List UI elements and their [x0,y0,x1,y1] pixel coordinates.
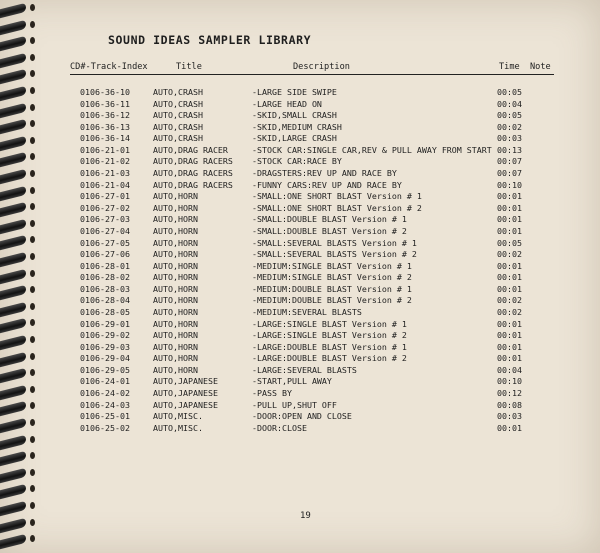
track-id: 0106-25-01 [80,411,130,422]
track-title: AUTO,HORN [153,341,198,352]
table-row [0,191,600,203]
table-row [0,168,600,180]
track-id: 0106-21-02 [80,156,130,167]
track-time: 00:01 [497,260,522,271]
track-description: -DRAGSTERS:REV UP AND RACE BY [252,168,397,179]
header-description: Description [293,62,350,72]
binding-hole [30,535,35,542]
track-description: -MEDIUM:DOUBLE BLAST Version # 2 [252,295,412,306]
track-description: -LARGE:SEVERAL BLASTS [252,364,357,375]
table-row [0,295,600,307]
track-id: 0106-36-13 [80,121,130,132]
track-id: 0106-29-04 [80,353,130,364]
table-row [0,423,600,435]
table-row [0,365,600,377]
track-time: 00:01 [497,330,522,341]
track-id: 0106-36-10 [80,87,130,97]
track-time: 00:10 [497,376,522,387]
track-description: -STOCK CAR:RACE BY [252,156,342,167]
table-row [0,307,600,319]
track-time: 00:07 [497,168,522,179]
binding-ring [0,69,26,84]
track-title: AUTO,DRAG RACERS [153,156,233,167]
table-row [0,342,600,354]
table-row [0,87,600,99]
track-description: -SMALL:SEVERAL BLASTS Version # 1 [252,237,417,248]
track-title: AUTO,HORN [153,237,198,248]
track-id: 0106-29-05 [80,364,130,375]
track-time: 00:05 [497,110,522,121]
binding-hole [30,519,35,526]
binding-hole [30,21,35,28]
track-id: 0106-27-03 [80,214,130,225]
track-title: AUTO,DRAG RACERS [153,168,233,179]
table-row [0,319,600,331]
track-id: 0106-24-01 [80,376,130,387]
track-description: -SMALL:DOUBLE BLAST Version # 2 [252,225,407,236]
track-id: 0106-27-04 [80,225,130,236]
track-description: -MEDIUM:SEVERAL BLASTS [252,306,362,317]
track-title: AUTO,JAPANESE [153,388,218,399]
binding-ring [0,534,26,549]
track-id: 0106-36-14 [80,133,130,144]
table-row [0,330,600,342]
track-id: 0106-29-01 [80,318,130,329]
binding-ring [0,3,26,18]
track-id: 0106-28-04 [80,295,130,306]
table-row [0,99,600,111]
table-row [0,249,600,261]
binding-ring [0,468,26,483]
track-description: -STOCK CAR:SINGLE CAR,REV & PULL AWAY FROM START [252,144,492,155]
table-row [0,133,600,145]
track-description: -MEDIUM:DOUBLE BLAST Version # 1 [252,283,412,294]
track-title: AUTO,DRAG RACER [153,144,228,155]
track-description: -SMALL:DOUBLE BLAST Version # 1 [252,214,407,225]
binding-hole [30,469,35,476]
track-title: AUTO,HORN [153,272,198,283]
track-time: 00:01 [497,272,522,283]
track-id: 0106-24-03 [80,399,130,410]
track-time: 00:05 [497,237,522,248]
track-time: 00:03 [497,133,522,144]
track-time: 00:13 [497,144,522,155]
track-time: 00:01 [497,341,522,352]
binding-hole [30,452,35,459]
track-title: AUTO,HORN [153,364,198,375]
track-time: 00:05 [497,87,522,97]
table-row [0,214,600,226]
track-description: -DOOR:OPEN AND CLOSE [252,411,352,422]
binding-ring [0,19,26,34]
track-time: 00:02 [497,249,522,260]
track-description: -LARGE:DOUBLE BLAST Version # 1 [252,341,407,352]
track-title: AUTO,CRASH [153,121,203,132]
track-description: -SMALL:ONE SHORT BLAST Version # 2 [252,202,422,213]
track-time: 00:01 [497,318,522,329]
track-title: AUTO,HORN [153,191,198,202]
track-list [0,87,600,434]
track-title: AUTO,MISC. [153,411,203,422]
track-id: 0106-27-06 [80,249,130,260]
binding-ring [0,53,26,68]
track-description: -LARGE:DOUBLE BLAST Version # 2 [252,353,407,364]
track-time: 00:02 [497,295,522,306]
binding-hole [30,485,35,492]
track-title: AUTO,CRASH [153,87,203,97]
table-row [0,388,600,400]
track-description: -START,PULL AWAY [252,376,332,387]
track-description: -LARGE SIDE SWIPE [252,87,337,97]
table-row [0,376,600,388]
track-description: -SKID,LARGE CRASH [252,133,337,144]
header-note: Note [530,62,551,72]
track-title: AUTO,CRASH [153,133,203,144]
track-time: 00:03 [497,411,522,422]
track-description: -PASS BY [252,388,292,399]
table-row [0,226,600,238]
header-title: Title [176,62,202,72]
track-description: -SKID,MEDIUM CRASH [252,121,342,132]
binding-ring [0,501,26,516]
track-time: 00:01 [497,214,522,225]
track-description: -SMALL:SEVERAL BLASTS Version # 2 [252,249,417,260]
table-row [0,411,600,423]
table-row [0,145,600,157]
track-time: 00:04 [497,98,522,109]
track-time: 00:04 [497,364,522,375]
page-title: SOUND IDEAS SAMPLER LIBRARY [108,33,312,47]
binding-hole [30,436,35,443]
track-title: AUTO,MISC. [153,422,203,433]
track-title: AUTO,HORN [153,225,198,236]
track-description: -DOOR:CLOSE [252,422,307,433]
table-row [0,203,600,215]
track-id: 0106-21-04 [80,179,130,190]
header-rule [70,74,554,75]
track-id: 0106-28-02 [80,272,130,283]
track-title: AUTO,DRAG RACERS [153,179,233,190]
track-title: AUTO,HORN [153,260,198,271]
track-title: AUTO,CRASH [153,98,203,109]
track-description: -LARGE:SINGLE BLAST Version # 2 [252,330,407,341]
track-id: 0106-27-05 [80,237,130,248]
table-row [0,122,600,134]
track-id: 0106-36-12 [80,110,130,121]
binding-ring [0,451,26,466]
header-track: CD#-Track-Index [70,62,148,72]
track-description: -PULL UP,SHUT OFF [252,399,337,410]
binding-hole [30,37,35,44]
track-id: 0106-27-01 [80,191,130,202]
track-id: 0106-29-02 [80,330,130,341]
track-title: AUTO,HORN [153,353,198,364]
track-title: AUTO,HORN [153,283,198,294]
track-description: -MEDIUM:SINGLE BLAST Version # 1 [252,260,412,271]
track-time: 00:02 [497,306,522,317]
binding-ring [0,517,26,532]
track-time: 00:12 [497,388,522,399]
track-time: 00:01 [497,202,522,213]
track-time: 00:07 [497,156,522,167]
track-id: 0106-21-01 [80,144,130,155]
table-row [0,180,600,192]
track-id: 0106-28-05 [80,306,130,317]
track-time: 00:01 [497,283,522,294]
binding-ring [0,484,26,499]
track-title: AUTO,JAPANESE [153,399,218,410]
binding-ring [0,434,26,449]
track-title: AUTO,HORN [153,295,198,306]
track-description: -LARGE HEAD ON [252,98,322,109]
track-time: 00:10 [497,179,522,190]
track-time: 00:01 [497,422,522,433]
track-title: AUTO,CRASH [153,110,203,121]
page-number: 19 [300,511,311,521]
track-time: 00:01 [497,191,522,202]
track-title: AUTO,HORN [153,202,198,213]
binding-hole [30,502,35,509]
table-row [0,272,600,284]
track-description: -FUNNY CARS:REV UP AND RACE BY [252,179,402,190]
track-id: 0106-25-02 [80,422,130,433]
table-row [0,261,600,273]
binding-hole [30,4,35,11]
table-row [0,284,600,296]
track-id: 0106-27-02 [80,202,130,213]
track-id: 0106-24-02 [80,388,130,399]
track-id: 0106-28-03 [80,283,130,294]
track-description: -MEDIUM:SINGLE BLAST Version # 2 [252,272,412,283]
track-title: AUTO,HORN [153,330,198,341]
track-title: AUTO,HORN [153,214,198,225]
table-row [0,400,600,412]
table-row [0,110,600,122]
binding-ring [0,36,26,51]
binding-hole [30,70,35,77]
track-time: 00:01 [497,353,522,364]
track-id: 0106-29-03 [80,341,130,352]
table-row [0,353,600,365]
track-id: 0106-28-01 [80,260,130,271]
track-description: -SMALL:ONE SHORT BLAST Version # 1 [252,191,422,202]
track-time: 00:08 [497,399,522,410]
track-time: 00:02 [497,121,522,132]
track-title: AUTO,HORN [153,306,198,317]
header-time: Time [499,62,520,72]
binding-hole [30,54,35,61]
track-title: AUTO,JAPANESE [153,376,218,387]
track-time: 00:01 [497,225,522,236]
track-title: AUTO,HORN [153,249,198,260]
track-title: AUTO,HORN [153,318,198,329]
table-row [0,156,600,168]
track-id: 0106-21-03 [80,168,130,179]
track-description: -LARGE:SINGLE BLAST Version # 1 [252,318,407,329]
track-id: 0106-36-11 [80,98,130,109]
table-row [0,238,600,250]
track-description: -SKID,SMALL CRASH [252,110,337,121]
